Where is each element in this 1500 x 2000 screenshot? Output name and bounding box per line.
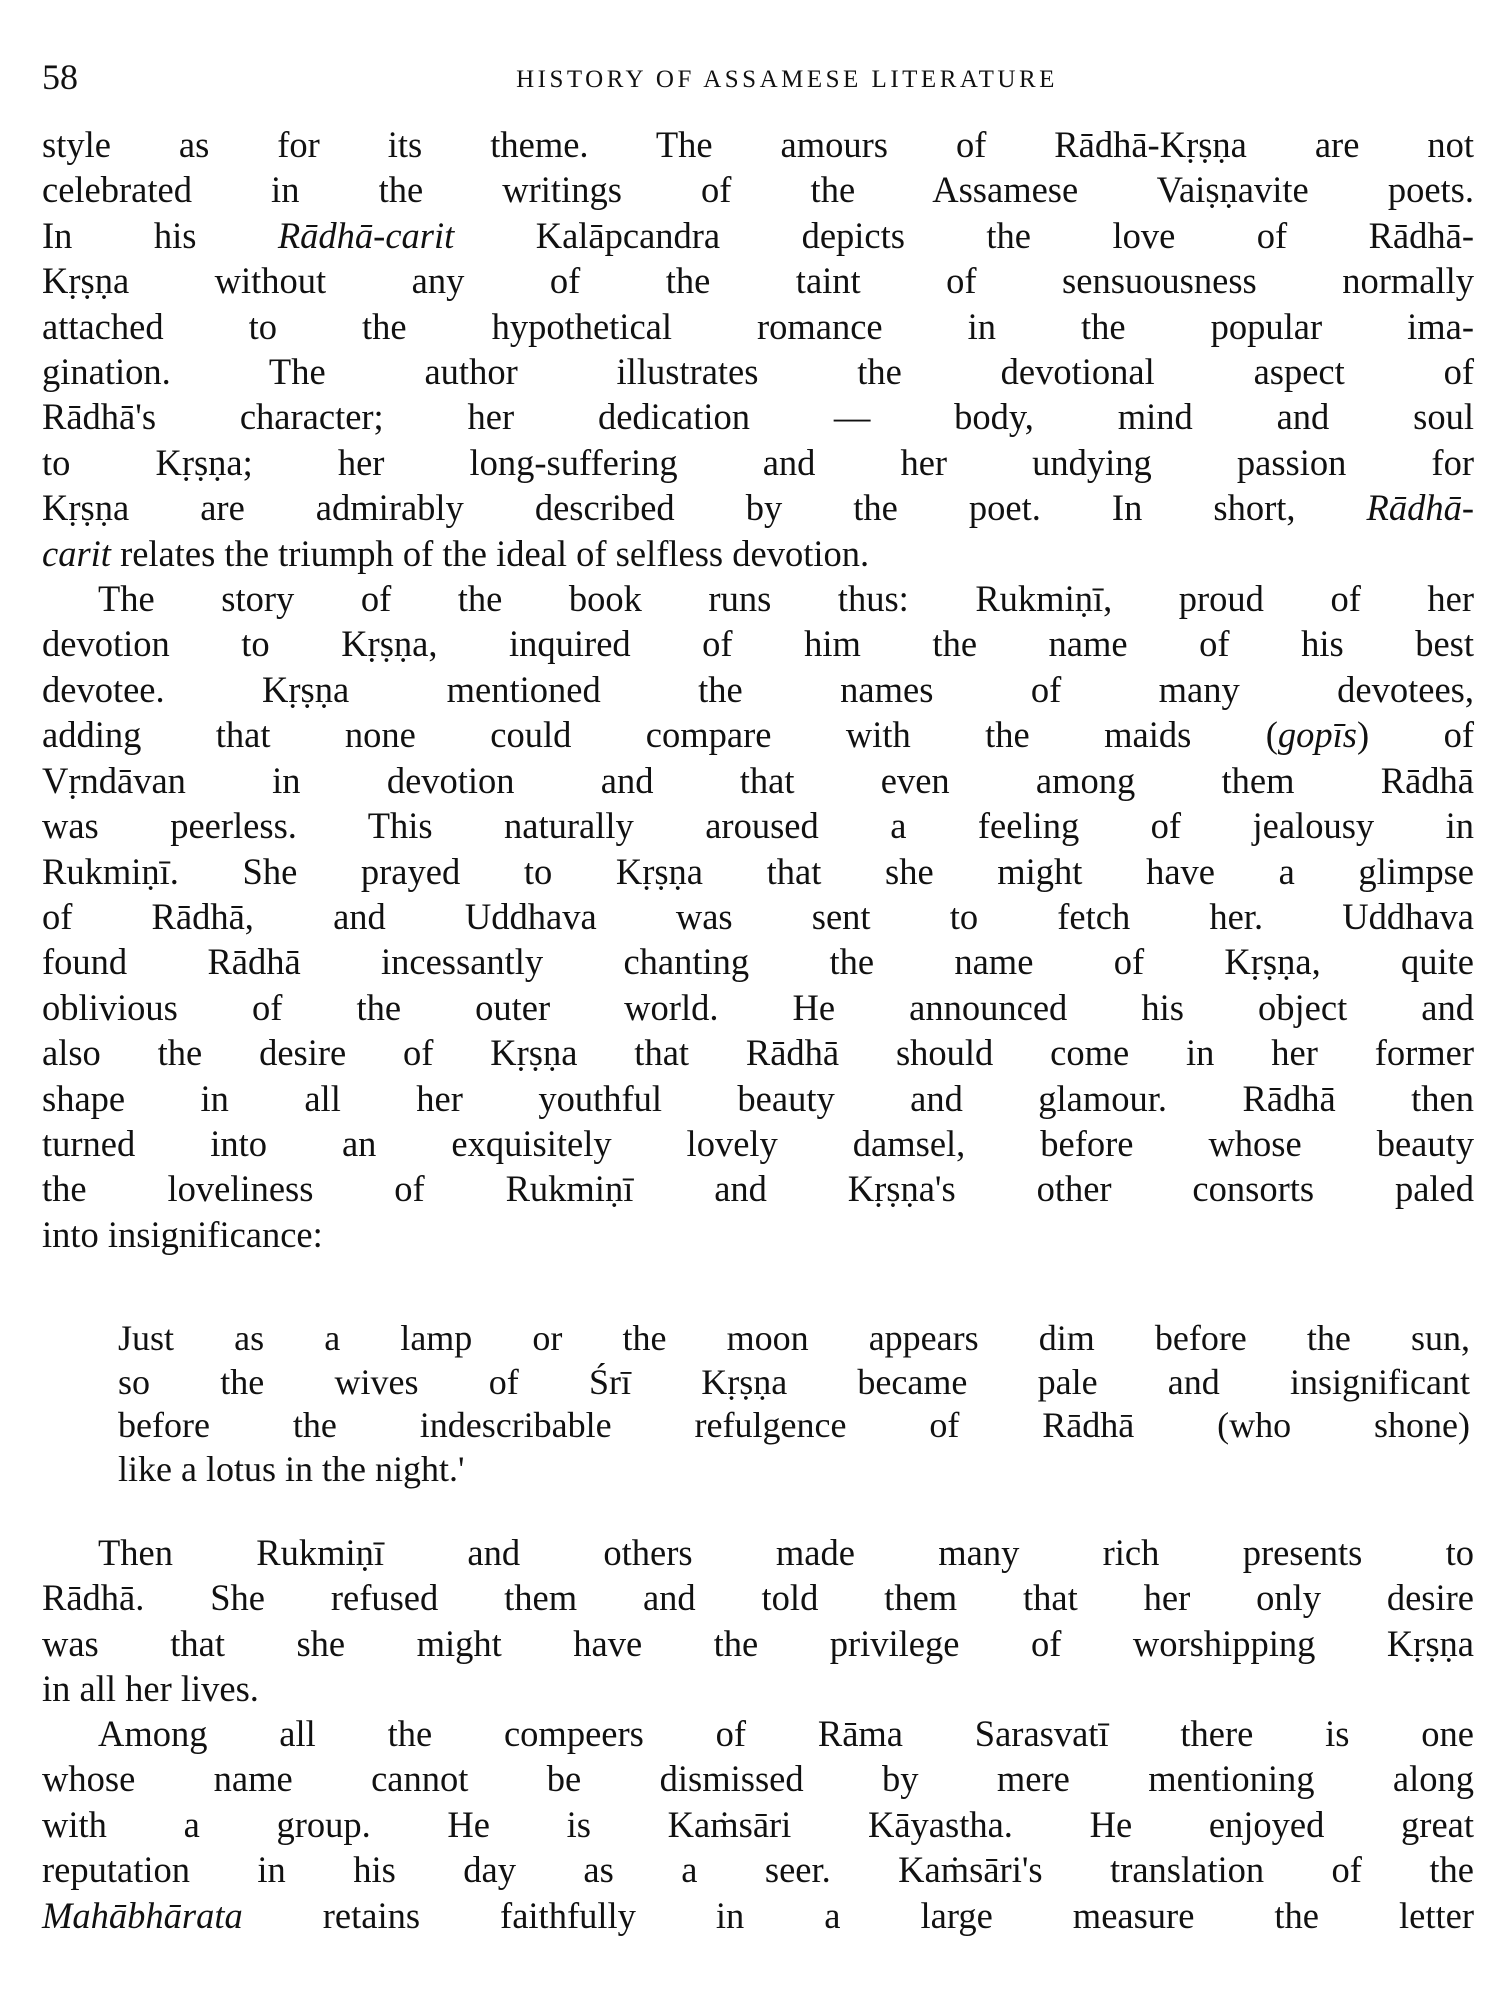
text-line: shape in all her youthful beauty and glamour. Rādhā then — [42, 1077, 1474, 1119]
paragraph-4 — [42, 1711, 1474, 1938]
text-line: devotee. Kṛṣṇa mentioned the names of many devotees, — [42, 668, 1474, 710]
text-line: whose name cannot be dismissed by mere mentioning along — [42, 1758, 1474, 1800]
text-line: reputation in his day as a seer. Kaṁsāri's translation of the — [42, 1849, 1474, 1891]
text-line: was that she might have the privilege of worshipping Kṛṣṇa — [42, 1622, 1474, 1664]
block-quote — [118, 1317, 1470, 1491]
text-line: attached to the hypothetical romance in the popular ima- — [42, 305, 1474, 347]
text-line: found Rādhā incessantly chanting the name of Kṛṣṇa, quite — [42, 941, 1474, 983]
text-line: devotion to Kṛṣṇa, inquired of him the name of his best — [42, 623, 1474, 665]
text-line: of Rādhā, and Uddhava was sent to fetch her. Uddhava — [42, 895, 1474, 937]
text-line: also the desire of Kṛṣṇa that Rādhā should come in her former — [42, 1032, 1474, 1074]
text-line: In his Rādhā-carit Kalāpcandra depicts the love of Rādhā- — [42, 214, 1474, 256]
text-line: was peerless. This naturally aroused a feeling of jealousy in — [42, 805, 1474, 847]
text-line: adding that none could compare with the maids (gopīs) of — [42, 714, 1474, 756]
text-line: Just as a lamp or the moon appears dim before the sun, — [118, 1318, 1470, 1358]
text-line: so the wives of Śrī Kṛṣṇa became pale and insignificant — [118, 1361, 1470, 1402]
text-line: in all her lives. — [42, 1668, 259, 1710]
text-line: carit relates the triumph of the ideal of selfless devotion. — [42, 532, 870, 574]
text-line: the loveliness of Rukmiṇī and Kṛṣṇa's other consorts paled — [42, 1168, 1474, 1210]
text-line: before the indescribable refulgence of Rādhā (who shone) — [118, 1405, 1470, 1445]
page-number: 58 — [42, 57, 78, 97]
text-line: with a group. He is Kaṁsāri Kāyastha. He enjoyed great — [42, 1803, 1474, 1845]
body-text — [42, 122, 1474, 1257]
text-line: Then Rukmiṇī and others made many rich presents to — [98, 1532, 1474, 1573]
running-head: HISTORY OF ASSAMESE LITERATURE — [516, 66, 1058, 93]
paragraph-1 — [42, 122, 1474, 576]
text-line: Vṛndāvan in devotion and that even among them Rādhā — [42, 759, 1474, 801]
text-line: gination. The author illustrates the devotional aspect of — [42, 351, 1474, 393]
paragraph-3 — [42, 1530, 1474, 1712]
text-line: turned into an exquisitely lovely damsel, before whose beauty — [42, 1122, 1474, 1164]
text-line: Among all the compeers of Rāma Sarasvatī there is one — [98, 1713, 1474, 1754]
text-line: oblivious of the outer world. He announced his object and — [42, 986, 1474, 1028]
paragraph-2 — [42, 576, 1474, 1257]
text-line: Rādhā's character; her dedication — body, mind and soul — [42, 396, 1474, 438]
text-line: Rādhā. She refused them and told them that her only desire — [42, 1577, 1474, 1619]
text-line: Rukmiṇī. She prayed to Kṛṣṇa that she might have a glimpse — [42, 850, 1474, 892]
text-line: like a lotus in the night.' — [118, 1448, 465, 1489]
text-line: Kṛṣṇa are admirably described by the poet. In short, Rādhā- — [42, 487, 1474, 529]
text-line: into insignificance: — [42, 1213, 323, 1255]
text-line: The story of the book runs thus: Rukmiṇī, proud of her — [98, 578, 1474, 620]
text-line: celebrated in the writings of the Assamese Vaiṣṇavite poets. — [42, 169, 1474, 211]
text-line: to Kṛṣṇa; her long-suffering and her undying passion for — [42, 441, 1474, 483]
text-line: style as for its theme. The amours of Rādhā-Kṛṣṇa are not — [42, 124, 1474, 165]
page-header — [42, 52, 1472, 102]
text-line: Kṛṣṇa without any of the taint of sensuousness normally — [42, 260, 1474, 302]
text-line: Mahābhārata retains faithfully in a large measure the letter — [42, 1894, 1474, 1936]
